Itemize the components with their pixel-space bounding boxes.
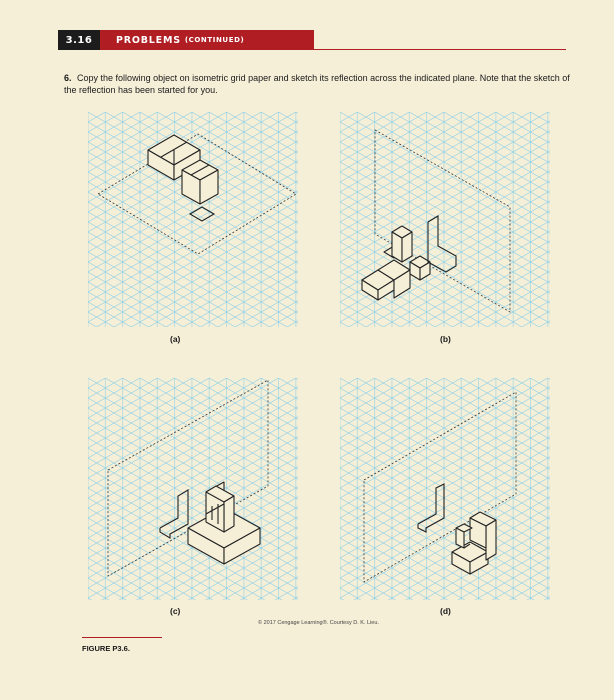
figure-rule xyxy=(82,637,162,638)
header-rule xyxy=(314,49,566,50)
grid-pattern xyxy=(88,378,298,600)
problem-number: 6. xyxy=(64,73,72,83)
isometric-grid-d xyxy=(340,378,550,600)
section-number: 3.16 xyxy=(58,30,100,50)
section-title-text: PROBLEMS xyxy=(116,34,181,46)
panel-label-c: (c) xyxy=(170,606,181,616)
problem-statement xyxy=(64,72,574,96)
section-header xyxy=(58,30,314,50)
panel-label-a: (a) xyxy=(170,334,181,344)
problem-text: Copy the following object on isometric grid paper and sketch its reflection across the indicated plane. Note that the sketch of the reflection has been started for you. xyxy=(64,73,570,95)
panel-label-b: (b) xyxy=(440,334,451,344)
isometric-grid-a xyxy=(88,112,298,327)
isometric-grid-c xyxy=(88,378,298,600)
grid-pattern xyxy=(340,378,550,600)
copyright-note: © 2017 Cengage Learning®. Courtesy D. K. Lieu. xyxy=(258,620,379,626)
grid-pattern xyxy=(88,112,298,327)
panel-label-d: (d) xyxy=(440,606,451,616)
section-title-suffix: (CONTINUED) xyxy=(184,36,245,44)
section-title xyxy=(100,30,314,50)
isometric-grid-b xyxy=(340,112,550,327)
figure-label: FIGURE P3.6. xyxy=(82,644,130,653)
